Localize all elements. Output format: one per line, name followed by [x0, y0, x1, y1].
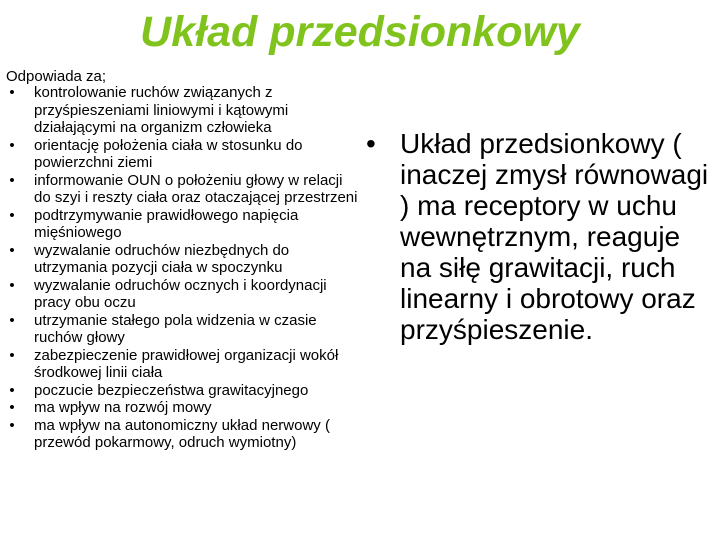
bullet-icon: • — [9, 171, 15, 189]
list-item-text: orientację położenia ciała w stosunku do powierzchni ziemi — [34, 136, 303, 171]
bullet-icon: • — [9, 241, 15, 259]
list-item-text: ma wpływ na rozwój mowy — [34, 399, 212, 416]
definition-block — [366, 128, 716, 345]
bullet-icon: • — [9, 206, 15, 224]
list-item-text: podtrzymywanie prawidłowego napięcia mięśniowego — [34, 206, 299, 241]
list-item — [6, 347, 358, 382]
left-intro: Odpowiada za; — [6, 68, 107, 85]
list-item — [6, 172, 358, 207]
list-item — [6, 417, 358, 452]
list-item-text: utrzymanie stałego pola widzenia w czasie ruchów głowy — [34, 311, 317, 346]
list-item-text: ma wpływ na autonomiczny układ nerwowy ( przewód pokarmowy, odruch wymiotny) — [34, 416, 330, 451]
bullet-icon: • — [9, 416, 15, 434]
bullet-icon: • — [9, 136, 15, 154]
list-item — [6, 84, 358, 137]
bullet-icon: • — [9, 381, 15, 399]
bullet-icon: • — [9, 399, 15, 416]
bullet-icon: • — [9, 311, 15, 329]
list-item — [6, 382, 358, 400]
bullet-icon: • — [9, 276, 15, 294]
list-item-text: poczucie bezpieczeństwa grawitacyjnego — [34, 381, 309, 399]
bullet-icon: • — [9, 346, 15, 364]
bullet-icon: • — [366, 128, 376, 159]
list-item-text: informowanie OUN o położeniu głowy w relacji do szyi i reszty ciała oraz otaczającej przestrzeni — [34, 171, 358, 206]
slide-title: Układ przedsionkowy — [140, 8, 580, 56]
list-item — [6, 137, 358, 172]
bullet-icon: • — [9, 84, 15, 101]
list-item-text: wyzwalanie odruchów ocznych i koordynacji pracy obu oczu — [34, 276, 327, 311]
list-item — [6, 277, 358, 312]
list-item-text: wyzwalanie odruchów niezbędnych do utrzymania pozycji ciała w spoczynku — [34, 241, 290, 276]
function-list — [6, 84, 358, 452]
list-item — [6, 207, 358, 242]
definition-text: Układ przedsionkowy ( inaczej zmysł równowagi ) ma receptory w uchu wewnętrznym, reaguje na siłę grawitacji, ruch linearny i obrotowy oraz przyśpieszenie. — [400, 128, 709, 345]
list-item — [6, 399, 358, 417]
list-item — [6, 312, 358, 347]
list-item-text: zabezpieczenie prawidłowej organizacji wokół środkowej linii ciała — [34, 346, 339, 381]
list-item — [6, 242, 358, 277]
list-item-text: kontrolowanie ruchów związanych z przyśpieszeniami liniowymi i kątowymi działającymi na organizm człowieka — [34, 84, 289, 136]
